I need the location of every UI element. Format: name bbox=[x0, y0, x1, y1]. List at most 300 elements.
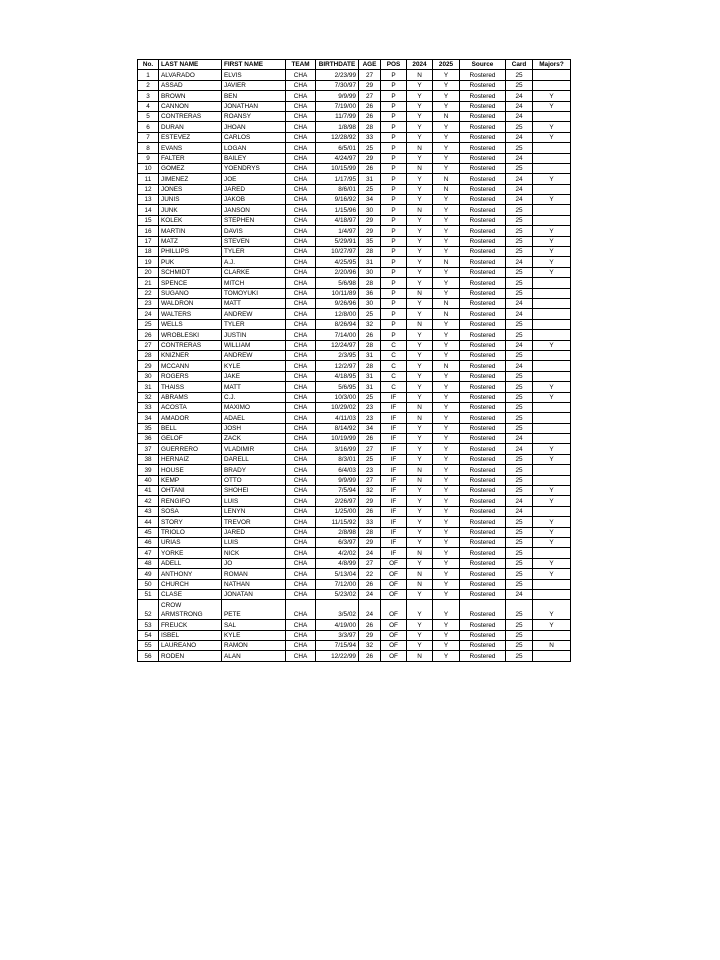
cell-last-name: ESTEVEZ bbox=[159, 132, 222, 142]
cell-2025: Y bbox=[433, 434, 460, 444]
table-row bbox=[138, 111, 571, 121]
cell-pos: P bbox=[381, 309, 407, 319]
cell-last-name: KOLEK bbox=[159, 215, 222, 225]
cell-source: Rostered bbox=[460, 465, 506, 475]
cell-no: 9 bbox=[138, 153, 159, 163]
cell-birthdate: 4/24/97 bbox=[316, 153, 359, 163]
cell-2024: Y bbox=[407, 111, 433, 121]
cell-age: 27 bbox=[359, 475, 381, 485]
cell-source: Rostered bbox=[460, 569, 506, 579]
cell-first-name: JAVIER bbox=[222, 80, 286, 90]
cell-birthdate: 2/8/98 bbox=[316, 527, 359, 537]
cell-first-name: WILLIAM bbox=[222, 340, 286, 350]
cell-card: 25 bbox=[506, 236, 533, 246]
cell-birthdate: 4/19/00 bbox=[316, 620, 359, 630]
cell-last-name: SOSA bbox=[159, 506, 222, 516]
cell-source: Rostered bbox=[460, 319, 506, 329]
cell-2025: Y bbox=[433, 153, 460, 163]
cell-age: 23 bbox=[359, 402, 381, 412]
table-row bbox=[138, 257, 571, 267]
cell-first-name: JO bbox=[222, 558, 286, 568]
cell-majors bbox=[533, 402, 571, 412]
cell-last-name: OHTANI bbox=[159, 486, 222, 496]
cell-last-name: CANNON bbox=[159, 101, 222, 111]
cell-source: Rostered bbox=[460, 257, 506, 267]
cell-pos: P bbox=[381, 319, 407, 329]
cell-pos: P bbox=[381, 205, 407, 215]
table-row bbox=[138, 247, 571, 257]
cell-no: 21 bbox=[138, 278, 159, 288]
cell-pos: C bbox=[381, 340, 407, 350]
cell-first-name: TREVOR bbox=[222, 517, 286, 527]
cell-no: 23 bbox=[138, 298, 159, 308]
cell-team: CHA bbox=[286, 579, 316, 589]
cell-pos: IF bbox=[381, 454, 407, 464]
cell-2025: Y bbox=[433, 247, 460, 257]
cell-pos: IF bbox=[381, 402, 407, 412]
cell-card: 24 bbox=[506, 589, 533, 599]
cell-first-name: JONATAN bbox=[222, 589, 286, 599]
cell-last-name: BELL bbox=[159, 423, 222, 433]
cell-no: 19 bbox=[138, 257, 159, 267]
cell-birthdate: 5/6/95 bbox=[316, 382, 359, 392]
cell-card: 24 bbox=[506, 434, 533, 444]
cell-last-name: ABRAMS bbox=[159, 392, 222, 402]
cell-card: 24 bbox=[506, 111, 533, 121]
cell-birthdate: 8/3/01 bbox=[316, 454, 359, 464]
col-header-source: Source bbox=[460, 60, 506, 70]
cell-first-name: STEPHEN bbox=[222, 215, 286, 225]
cell-card: 25 bbox=[506, 569, 533, 579]
cell-card: 25 bbox=[506, 465, 533, 475]
cell-last-name: PUK bbox=[159, 257, 222, 267]
cell-age: 31 bbox=[359, 350, 381, 360]
cell-2025: Y bbox=[433, 101, 460, 111]
cell-pos: OF bbox=[381, 630, 407, 640]
col-header-2024: 2024 bbox=[407, 60, 433, 70]
cell-2024: N bbox=[407, 548, 433, 558]
cell-2024: Y bbox=[407, 454, 433, 464]
cell-pos: C bbox=[381, 371, 407, 381]
cell-source: Rostered bbox=[460, 454, 506, 464]
cell-birthdate: 8/26/94 bbox=[316, 319, 359, 329]
cell-2024: Y bbox=[407, 330, 433, 340]
roster-body bbox=[138, 70, 571, 661]
cell-2024: Y bbox=[407, 309, 433, 319]
cell-2025: N bbox=[433, 184, 460, 194]
cell-team: CHA bbox=[286, 195, 316, 205]
cell-pos: P bbox=[381, 101, 407, 111]
cell-team: CHA bbox=[286, 278, 316, 288]
cell-last-name: PHILLIPS bbox=[159, 247, 222, 257]
cell-first-name: MITCH bbox=[222, 278, 286, 288]
cell-team: CHA bbox=[286, 454, 316, 464]
cell-first-name: JOE bbox=[222, 174, 286, 184]
cell-age: 25 bbox=[359, 454, 381, 464]
cell-source: Rostered bbox=[460, 163, 506, 173]
cell-card: 25 bbox=[506, 247, 533, 257]
cell-majors: Y bbox=[533, 174, 571, 184]
col-header-team: TEAM bbox=[286, 60, 316, 70]
cell-no: 22 bbox=[138, 288, 159, 298]
cell-team: CHA bbox=[286, 402, 316, 412]
cell-first-name: KYLE bbox=[222, 361, 286, 371]
cell-first-name: NATHAN bbox=[222, 579, 286, 589]
cell-majors: Y bbox=[533, 195, 571, 205]
cell-majors: Y bbox=[533, 558, 571, 568]
cell-age: 29 bbox=[359, 630, 381, 640]
cell-pos: IF bbox=[381, 465, 407, 475]
cell-majors bbox=[533, 475, 571, 485]
cell-source: Rostered bbox=[460, 517, 506, 527]
cell-card: 25 bbox=[506, 215, 533, 225]
cell-card: 25 bbox=[506, 475, 533, 485]
cell-source: Rostered bbox=[460, 620, 506, 630]
cell-majors bbox=[533, 350, 571, 360]
cell-birthdate: 6/3/97 bbox=[316, 537, 359, 547]
cell-no: 1 bbox=[138, 70, 159, 80]
cell-no: 54 bbox=[138, 630, 159, 640]
cell-pos: P bbox=[381, 132, 407, 142]
cell-card: 25 bbox=[506, 371, 533, 381]
cell-last-name: WALTERS bbox=[159, 309, 222, 319]
cell-age: 29 bbox=[359, 215, 381, 225]
cell-source: Rostered bbox=[460, 215, 506, 225]
cell-first-name: LUIS bbox=[222, 496, 286, 506]
cell-source: Rostered bbox=[460, 226, 506, 236]
cell-2025: Y bbox=[433, 465, 460, 475]
table-row bbox=[138, 195, 571, 205]
cell-first-name: TYLER bbox=[222, 319, 286, 329]
cell-birthdate: 1/17/95 bbox=[316, 174, 359, 184]
cell-source: Rostered bbox=[460, 101, 506, 111]
table-row bbox=[138, 298, 571, 308]
cell-2024: Y bbox=[407, 174, 433, 184]
cell-source: Rostered bbox=[460, 506, 506, 516]
cell-source: Rostered bbox=[460, 537, 506, 547]
cell-age: 29 bbox=[359, 80, 381, 90]
cell-card: 25 bbox=[506, 630, 533, 640]
cell-age: 34 bbox=[359, 195, 381, 205]
cell-no: 31 bbox=[138, 382, 159, 392]
cell-source: Rostered bbox=[460, 122, 506, 132]
table-row bbox=[138, 174, 571, 184]
cell-2024: Y bbox=[407, 392, 433, 402]
cell-age: 31 bbox=[359, 257, 381, 267]
cell-source: Rostered bbox=[460, 402, 506, 412]
cell-pos: P bbox=[381, 143, 407, 153]
cell-2024: N bbox=[407, 579, 433, 589]
cell-card: 25 bbox=[506, 392, 533, 402]
cell-card: 24 bbox=[506, 101, 533, 111]
cell-last-name: SPENCE bbox=[159, 278, 222, 288]
cell-age: 26 bbox=[359, 651, 381, 661]
cell-first-name: ROMAN bbox=[222, 569, 286, 579]
cell-card: 24 bbox=[506, 257, 533, 267]
cell-team: CHA bbox=[286, 517, 316, 527]
cell-team: CHA bbox=[286, 527, 316, 537]
cell-2025: Y bbox=[433, 91, 460, 101]
cell-no: 50 bbox=[138, 579, 159, 589]
cell-last-name: ADELL bbox=[159, 558, 222, 568]
cell-2025: Y bbox=[433, 371, 460, 381]
cell-age: 24 bbox=[359, 600, 381, 620]
cell-2024: N bbox=[407, 319, 433, 329]
cell-age: 24 bbox=[359, 548, 381, 558]
cell-no: 27 bbox=[138, 340, 159, 350]
cell-age: 28 bbox=[359, 361, 381, 371]
cell-age: 30 bbox=[359, 298, 381, 308]
cell-no: 24 bbox=[138, 309, 159, 319]
cell-age: 23 bbox=[359, 465, 381, 475]
cell-birthdate: 9/26/96 bbox=[316, 298, 359, 308]
cell-team: CHA bbox=[286, 80, 316, 90]
cell-source: Rostered bbox=[460, 309, 506, 319]
cell-birthdate: 3/16/99 bbox=[316, 444, 359, 454]
cell-majors bbox=[533, 111, 571, 121]
cell-pos: IF bbox=[381, 392, 407, 402]
cell-age: 31 bbox=[359, 174, 381, 184]
cell-source: Rostered bbox=[460, 267, 506, 277]
cell-card: 25 bbox=[506, 80, 533, 90]
cell-source: Rostered bbox=[460, 278, 506, 288]
cell-card: 25 bbox=[506, 641, 533, 651]
cell-source: Rostered bbox=[460, 434, 506, 444]
cell-majors: Y bbox=[533, 496, 571, 506]
cell-source: Rostered bbox=[460, 340, 506, 350]
cell-source: Rostered bbox=[460, 413, 506, 423]
cell-2025: Y bbox=[433, 267, 460, 277]
cell-first-name: STEVEN bbox=[222, 236, 286, 246]
cell-birthdate: 12/24/97 bbox=[316, 340, 359, 350]
cell-majors: Y bbox=[533, 444, 571, 454]
cell-age: 25 bbox=[359, 143, 381, 153]
cell-age: 28 bbox=[359, 278, 381, 288]
cell-first-name: YOENDRYS bbox=[222, 163, 286, 173]
cell-2024: Y bbox=[407, 444, 433, 454]
cell-card: 24 bbox=[506, 174, 533, 184]
cell-2024: Y bbox=[407, 589, 433, 599]
cell-team: CHA bbox=[286, 382, 316, 392]
cell-majors bbox=[533, 330, 571, 340]
cell-birthdate: 4/8/99 bbox=[316, 558, 359, 568]
cell-2024: N bbox=[407, 205, 433, 215]
cell-2025: Y bbox=[433, 423, 460, 433]
cell-2024: Y bbox=[407, 278, 433, 288]
cell-no: 13 bbox=[138, 195, 159, 205]
cell-last-name: JIMENEZ bbox=[159, 174, 222, 184]
cell-card: 25 bbox=[506, 579, 533, 589]
cell-2025: Y bbox=[433, 517, 460, 527]
cell-no: 55 bbox=[138, 641, 159, 651]
cell-age: 31 bbox=[359, 371, 381, 381]
cell-2025: Y bbox=[433, 579, 460, 589]
cell-no: 18 bbox=[138, 247, 159, 257]
cell-first-name: JARED bbox=[222, 184, 286, 194]
cell-majors bbox=[533, 371, 571, 381]
cell-birthdate: 2/23/99 bbox=[316, 70, 359, 80]
cell-last-name: WELLS bbox=[159, 319, 222, 329]
cell-pos: C bbox=[381, 361, 407, 371]
cell-2024: N bbox=[407, 569, 433, 579]
cell-pos: P bbox=[381, 298, 407, 308]
cell-2024: N bbox=[407, 413, 433, 423]
cell-majors bbox=[533, 465, 571, 475]
cell-birthdate: 2/20/96 bbox=[316, 267, 359, 277]
cell-birthdate: 7/12/00 bbox=[316, 579, 359, 589]
cell-age: 28 bbox=[359, 340, 381, 350]
cell-majors: Y bbox=[533, 340, 571, 350]
cell-first-name: NICK bbox=[222, 548, 286, 558]
cell-age: 26 bbox=[359, 101, 381, 111]
cell-majors: Y bbox=[533, 454, 571, 464]
table-row bbox=[138, 434, 571, 444]
table-row bbox=[138, 465, 571, 475]
cell-2025: N bbox=[433, 174, 460, 184]
cell-pos: IF bbox=[381, 423, 407, 433]
cell-pos: C bbox=[381, 382, 407, 392]
cell-first-name: BAILEY bbox=[222, 153, 286, 163]
table-row bbox=[138, 350, 571, 360]
cell-2025: Y bbox=[433, 143, 460, 153]
cell-team: CHA bbox=[286, 143, 316, 153]
cell-2025: Y bbox=[433, 527, 460, 537]
cell-birthdate: 4/18/97 bbox=[316, 215, 359, 225]
cell-card: 24 bbox=[506, 444, 533, 454]
table-row bbox=[138, 600, 571, 620]
cell-2024: Y bbox=[407, 350, 433, 360]
cell-birthdate: 1/25/00 bbox=[316, 506, 359, 516]
cell-no: 39 bbox=[138, 465, 159, 475]
cell-birthdate: 10/19/99 bbox=[316, 434, 359, 444]
cell-last-name: JONES bbox=[159, 184, 222, 194]
col-header-first-name: FIRST NAME bbox=[222, 60, 286, 70]
cell-age: 34 bbox=[359, 423, 381, 433]
cell-2025: N bbox=[433, 111, 460, 121]
cell-first-name: TYLER bbox=[222, 247, 286, 257]
cell-team: CHA bbox=[286, 558, 316, 568]
cell-2024: Y bbox=[407, 361, 433, 371]
cell-team: CHA bbox=[286, 153, 316, 163]
roster-table bbox=[137, 59, 571, 662]
cell-first-name: SAL bbox=[222, 620, 286, 630]
cell-pos: P bbox=[381, 80, 407, 90]
cell-pos: P bbox=[381, 195, 407, 205]
cell-pos: OF bbox=[381, 589, 407, 599]
cell-team: CHA bbox=[286, 91, 316, 101]
cell-card: 25 bbox=[506, 278, 533, 288]
cell-majors bbox=[533, 215, 571, 225]
cell-team: CHA bbox=[286, 309, 316, 319]
table-row bbox=[138, 215, 571, 225]
cell-pos: IF bbox=[381, 486, 407, 496]
cell-card: 25 bbox=[506, 350, 533, 360]
cell-pos: IF bbox=[381, 548, 407, 558]
cell-first-name: OTTO bbox=[222, 475, 286, 485]
cell-last-name: FALTER bbox=[159, 153, 222, 163]
cell-2024: Y bbox=[407, 527, 433, 537]
table-row bbox=[138, 402, 571, 412]
cell-no: 15 bbox=[138, 215, 159, 225]
cell-pos: P bbox=[381, 247, 407, 257]
cell-majors bbox=[533, 309, 571, 319]
cell-age: 29 bbox=[359, 226, 381, 236]
cell-source: Rostered bbox=[460, 589, 506, 599]
col-header-majors: Majors? bbox=[533, 60, 571, 70]
cell-team: CHA bbox=[286, 486, 316, 496]
cell-pos: OF bbox=[381, 558, 407, 568]
cell-source: Rostered bbox=[460, 330, 506, 340]
cell-pos: P bbox=[381, 174, 407, 184]
cell-last-name: EVANS bbox=[159, 143, 222, 153]
cell-last-name: ISBEL bbox=[159, 630, 222, 640]
cell-2024: Y bbox=[407, 132, 433, 142]
cell-first-name: JONATHAN bbox=[222, 101, 286, 111]
cell-2024: Y bbox=[407, 101, 433, 111]
cell-no: 6 bbox=[138, 122, 159, 132]
cell-birthdate: 5/13/04 bbox=[316, 569, 359, 579]
cell-majors: Y bbox=[533, 122, 571, 132]
table-row bbox=[138, 101, 571, 111]
table-row bbox=[138, 319, 571, 329]
cell-card: 25 bbox=[506, 548, 533, 558]
cell-2025: Y bbox=[433, 330, 460, 340]
cell-birthdate: 4/11/03 bbox=[316, 413, 359, 423]
cell-team: CHA bbox=[286, 371, 316, 381]
cell-card: 25 bbox=[506, 527, 533, 537]
cell-team: CHA bbox=[286, 330, 316, 340]
cell-no: 43 bbox=[138, 506, 159, 516]
cell-no: 36 bbox=[138, 434, 159, 444]
cell-2024: Y bbox=[407, 236, 433, 246]
cell-2025: N bbox=[433, 257, 460, 267]
cell-first-name: DARELL bbox=[222, 454, 286, 464]
cell-no: 46 bbox=[138, 537, 159, 547]
cell-birthdate: 3/5/02 bbox=[316, 600, 359, 620]
cell-team: CHA bbox=[286, 506, 316, 516]
cell-team: CHA bbox=[286, 350, 316, 360]
cell-card: 24 bbox=[506, 132, 533, 142]
cell-majors: N bbox=[533, 641, 571, 651]
cell-source: Rostered bbox=[460, 496, 506, 506]
cell-majors bbox=[533, 579, 571, 589]
col-header-2025: 2025 bbox=[433, 60, 460, 70]
cell-no: 7 bbox=[138, 132, 159, 142]
table-row bbox=[138, 413, 571, 423]
cell-majors bbox=[533, 319, 571, 329]
cell-2024: Y bbox=[407, 215, 433, 225]
cell-card: 25 bbox=[506, 70, 533, 80]
cell-team: CHA bbox=[286, 569, 316, 579]
cell-2025: Y bbox=[433, 236, 460, 246]
cell-card: 25 bbox=[506, 600, 533, 620]
cell-source: Rostered bbox=[460, 371, 506, 381]
cell-no: 37 bbox=[138, 444, 159, 454]
cell-2025: Y bbox=[433, 600, 460, 620]
cell-majors bbox=[533, 80, 571, 90]
cell-source: Rostered bbox=[460, 630, 506, 640]
cell-card: 24 bbox=[506, 298, 533, 308]
cell-birthdate: 7/19/00 bbox=[316, 101, 359, 111]
cell-birthdate: 5/6/98 bbox=[316, 278, 359, 288]
table-row bbox=[138, 382, 571, 392]
cell-age: 26 bbox=[359, 434, 381, 444]
cell-last-name: DURAN bbox=[159, 122, 222, 132]
cell-2025: Y bbox=[433, 278, 460, 288]
cell-pos: IF bbox=[381, 413, 407, 423]
cell-2025: Y bbox=[433, 496, 460, 506]
col-header-birthdate: BIRTHDATE bbox=[316, 60, 359, 70]
